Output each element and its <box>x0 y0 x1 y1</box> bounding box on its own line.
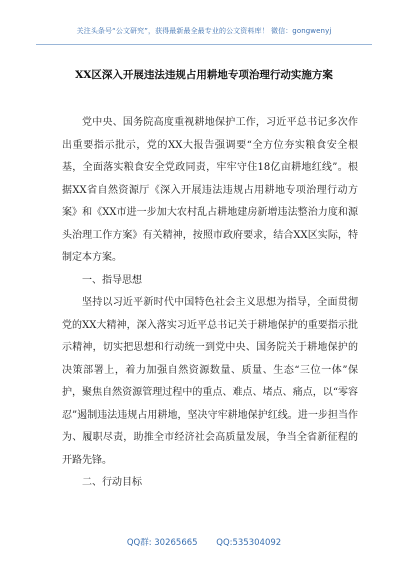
guiding-ideology-paragraph: 坚持以习近平新时代中国特色社会主义思想为指导，全面贯彻党的XX大精神，深入落实习近平总书记关于耕地保护的重要指示批示精神，切实把思想和行动统一到党中央、国务院关于耕地保护的决策部署上，着力加强自然资源数量、质量、生态“三位一体”保护，聚焦自然资源管理过程中的重点、难点、堵点、痛点，以“零容忍”遏制违法违规占用耕地，坚决守牢耕地保护红线。进一步担当作为、履职尽责，助推全市经济社会高质量发展，争当全省新征程的开路先锋。 <box>62 297 358 466</box>
qq-group-text: QQ群: 30265665 <box>126 538 198 548</box>
document-body <box>62 112 358 495</box>
contact-footer <box>0 536 408 548</box>
section-heading-action-goals: 二、行动目标 <box>82 477 142 488</box>
intro-paragraph: 党中央、国务院高度重视耕地保护工作，习近平总书记多次作出重要指示批示，党的XX大报告强调要“全方位夯实粮食安全根基，全面落实粮食安全党政同责，牢牢守住18亿亩耕地红线”。根据XX省自然资源厅《深入开展违法违规占用耕地专项治理行动方案》和《XX市进一步加大农村乱占耕地建房新增违法整治力度和源头治理工作方案》有关精神，按照市政府要求，结合XX区实际，特制定本方案。 <box>62 117 358 263</box>
header-divider <box>36 44 372 45</box>
document-title: XX区深入开展违法违规占用耕地专项治理行动实施方案 <box>75 69 333 81</box>
promo-header: 关注头条号“公文研究”，获得最新最全最专业的公文资料库！ 微信：gongwenyj <box>76 27 332 35</box>
qq-text: QQ:535304092 <box>216 538 282 548</box>
section-heading-guiding-ideology: 一、指导思想 <box>82 274 142 286</box>
